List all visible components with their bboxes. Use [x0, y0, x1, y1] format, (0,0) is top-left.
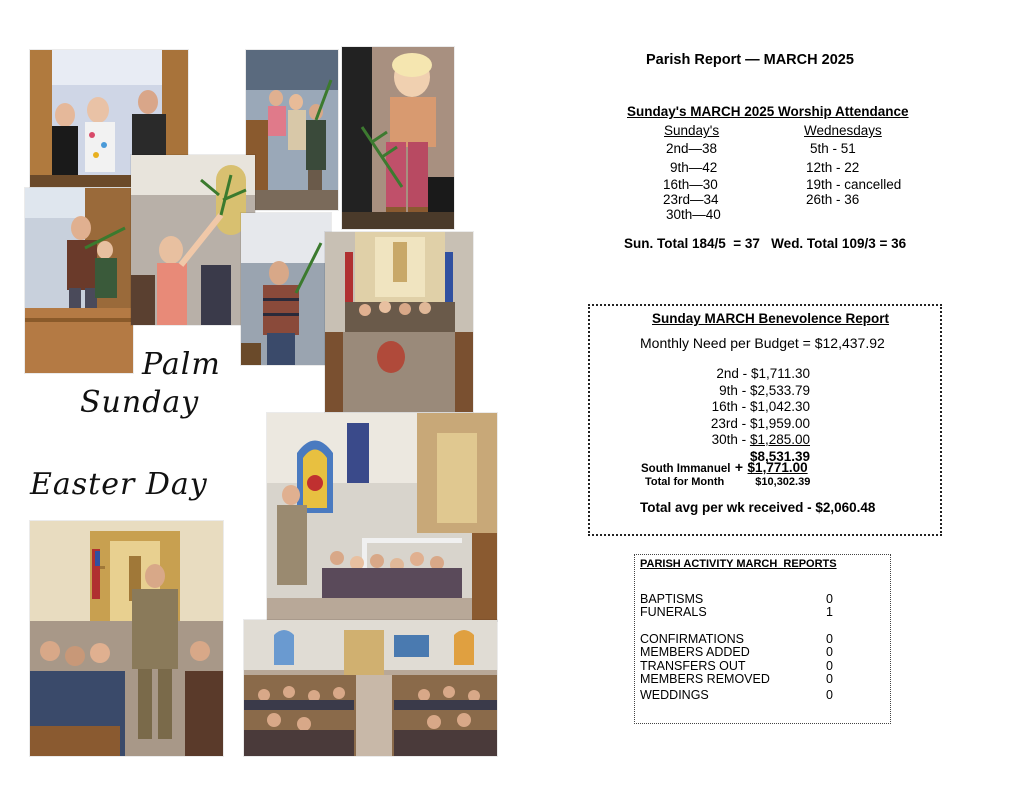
sunday-column-header: Sunday's — [664, 123, 720, 138]
photo-pastor-children — [267, 413, 497, 621]
photo-boys-pew — [25, 188, 133, 373]
activity-row-baptisms: BAPTISMS 0 — [640, 592, 833, 606]
photo-congregation-wide — [244, 620, 497, 756]
activity-group-2 — [640, 633, 840, 686]
wednesday-attendance-12th: 12th - 22 — [806, 160, 860, 175]
activity-row-confirmations: CONFIRMATIONS 0 — [640, 632, 833, 646]
benevolence-heading: Sunday MARCH Benevolence Report — [652, 311, 890, 326]
activity-row-funerals: FUNERALS 1 — [640, 605, 833, 619]
total-for-month-row — [645, 476, 810, 488]
activity-row-transfers-out: TRANSFERS OUT 0 — [640, 658, 833, 673]
photo-toddler-palm — [342, 47, 454, 229]
sunday-attendance-16th: 16th—30 — [663, 177, 718, 192]
photo-girl-raising-palm — [131, 155, 255, 325]
total-avg-per-week: Total avg per wk received - $2,060.48 — [640, 500, 876, 515]
sunday-attendance-2nd: 2nd—38 — [666, 141, 718, 156]
south-immanuel-row — [641, 459, 808, 477]
activity-row-members-removed: MEMBERS REMOVED 0 — [640, 671, 833, 686]
photo-man-plaid — [241, 213, 331, 365]
benevolence-entry-30th: 30th - $1,285.00 — [711, 432, 810, 447]
photo-pastor-congregation — [30, 521, 223, 756]
photo-sanctuary-children — [325, 232, 473, 412]
activity-group-3 — [640, 689, 840, 702]
wednesday-column-header: Wednesdays — [804, 123, 882, 138]
sunday-attendance-9th: 9th—42 — [670, 160, 718, 175]
caption-palm: Palm — [142, 347, 221, 382]
benevolence-entry-2nd: 2nd - $1,711.30 — [716, 366, 810, 381]
south-immanuel-plus: + — [734, 459, 744, 475]
activity-group-1 — [640, 593, 840, 619]
wednesday-attendance-19th: 19th - cancelled — [806, 177, 902, 192]
activity-row-weddings: WEDDINGS 0 — [640, 688, 833, 702]
south-immanuel-amount: $1,771.00 — [747, 460, 808, 475]
benevolence-entry-23rd: 23rd - $1,959.00 — [710, 415, 810, 431]
sunday-attendance-23rd: 23rd—34 — [663, 192, 719, 207]
attendance-heading: Sunday's MARCH 2025 Worship Attendance — [627, 104, 909, 119]
benevolence-entry-16th: 16th - $1,042.30 — [711, 399, 810, 414]
report-title: Parish Report — MARCH 2025 — [646, 52, 854, 68]
total-for-month-amount: $10,302.39 — [755, 476, 811, 488]
total-for-month-label: Total for Month — [645, 476, 725, 488]
wednesday-attendance-26th: 26th - 36 — [806, 192, 860, 207]
attendance-totals: Sun. Total 184/5 = 37 Wed. Total 109/3 = 36 — [624, 236, 907, 251]
benevolence-subtotal: $8,531.39 — [749, 448, 810, 464]
activity-heading: PARISH ACTIVITY MARCH REPORTS — [640, 558, 837, 570]
sunday-attendance-30th: 30th—40 — [666, 207, 721, 222]
caption-easter-day: Easter Day — [30, 467, 208, 502]
photo-kids-aisle — [246, 50, 338, 210]
benevolence-entries — [690, 366, 810, 465]
monthly-need: Monthly Need per Budget = $12,437.92 — [640, 335, 885, 351]
wednesday-attendance-5th: 5th - 51 — [810, 141, 856, 156]
activity-row-members-added: MEMBERS ADDED 0 — [640, 645, 833, 660]
caption-sunday: Sunday — [80, 385, 200, 420]
benevolence-entry-9th: 9th - $2,533.79 — [719, 382, 810, 398]
south-immanuel-label: South Immanuel — [641, 463, 731, 475]
